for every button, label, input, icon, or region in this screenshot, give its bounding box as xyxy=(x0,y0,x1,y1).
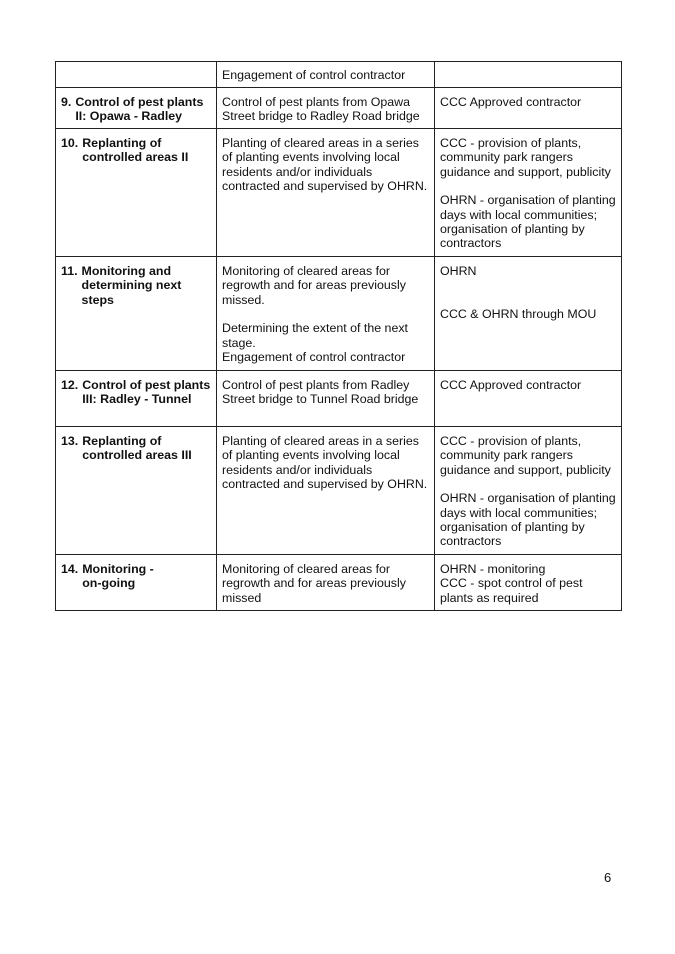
stage-title: Replanting of controlled areas III xyxy=(82,434,192,463)
responsibility-cell xyxy=(435,371,622,427)
responsibility-cell xyxy=(435,88,622,129)
table-row xyxy=(56,129,622,257)
responsibility-cell xyxy=(435,62,622,88)
stage-cell xyxy=(56,88,217,129)
stage-cell xyxy=(56,129,217,257)
stage-number: 11. xyxy=(61,264,78,278)
description-text: Engagement of control contractor xyxy=(222,68,406,82)
plan-table xyxy=(55,61,622,611)
description-cell xyxy=(217,257,435,371)
responsibility-text: CCC - spot control of pest plants as required xyxy=(440,576,583,605)
stage-title: Replanting of controlled areas II xyxy=(82,136,189,165)
stage-cell xyxy=(56,62,217,88)
responsibility-text: OHRN xyxy=(440,264,477,278)
description-text: Determining the extent of the next stage. xyxy=(222,321,408,350)
stage-title: Monitoring and determining next steps xyxy=(81,264,182,307)
description-text: Planting of cleared areas in a series of planting events involving local residents and/or individuals contracted and supervised by OHRN. xyxy=(222,434,428,492)
description-cell xyxy=(217,371,435,427)
description-text: Planting of cleared areas in a series of planting events involving local residents and/or individuals contracted and supervised by OHRN. xyxy=(222,136,428,194)
responsibility-text: OHRN - organisation of planting days with local communities; organisation of planting by contractors xyxy=(440,491,616,549)
stage-cell xyxy=(56,555,217,611)
table-row xyxy=(56,62,622,88)
table-row xyxy=(56,371,622,427)
responsibility-cell xyxy=(435,257,622,371)
description-cell xyxy=(217,427,435,555)
responsibility-text: CCC & OHRN through MOU xyxy=(440,307,597,322)
responsibility-text: OHRN - organisation of planting days with local communities; organisation of planting by contractors xyxy=(440,193,616,251)
description-text: Monitoring of cleared areas for regrowth and for areas previously missed xyxy=(222,562,406,605)
responsibility-cell xyxy=(435,427,622,555)
table-row xyxy=(56,88,622,129)
stage-title: Control of pest plants II: Opawa - Radley xyxy=(75,95,204,124)
description-text: Monitoring of cleared areas for regrowth and for areas previously missed. xyxy=(222,264,406,307)
page-number: 6 xyxy=(604,870,612,885)
description-text: Control of pest plants from Opawa Street bridge to Radley Road bridge xyxy=(222,95,420,124)
stage-number: 12. xyxy=(61,378,79,392)
table-row xyxy=(56,427,622,555)
stage-title: Control of pest plants III: Radley - Tunnel xyxy=(82,378,211,407)
responsibility-cell xyxy=(435,555,622,611)
table-row xyxy=(56,555,622,611)
responsibility-text: CCC - provision of plants, community park rangers guidance and support, publicity xyxy=(440,136,611,179)
stage-number: 13. xyxy=(61,434,79,448)
stage-title: Monitoring - on-going xyxy=(82,562,154,591)
stage-cell xyxy=(56,371,217,427)
responsibility-text: CCC Approved contractor xyxy=(440,95,582,109)
stage-cell xyxy=(56,257,217,371)
stage-cell xyxy=(56,427,217,555)
responsibility-text: CCC - provision of plants, community park rangers guidance and support, publicity xyxy=(440,434,611,477)
responsibility-text: CCC Approved contractor xyxy=(440,378,582,392)
stage-number: 9. xyxy=(61,95,72,109)
description-text: Control of pest plants from Radley Street bridge to Tunnel Road bridge xyxy=(222,378,419,407)
responsibility-cell xyxy=(435,129,622,257)
description-cell xyxy=(217,555,435,611)
description-text: Engagement of control contractor xyxy=(222,350,406,365)
responsibility-text: OHRN - monitoring xyxy=(440,562,546,576)
stage-number: 14. xyxy=(61,562,79,576)
table-row xyxy=(56,257,622,371)
description-cell xyxy=(217,62,435,88)
stage-number: 10. xyxy=(61,136,79,150)
description-cell xyxy=(217,129,435,257)
description-cell xyxy=(217,88,435,129)
